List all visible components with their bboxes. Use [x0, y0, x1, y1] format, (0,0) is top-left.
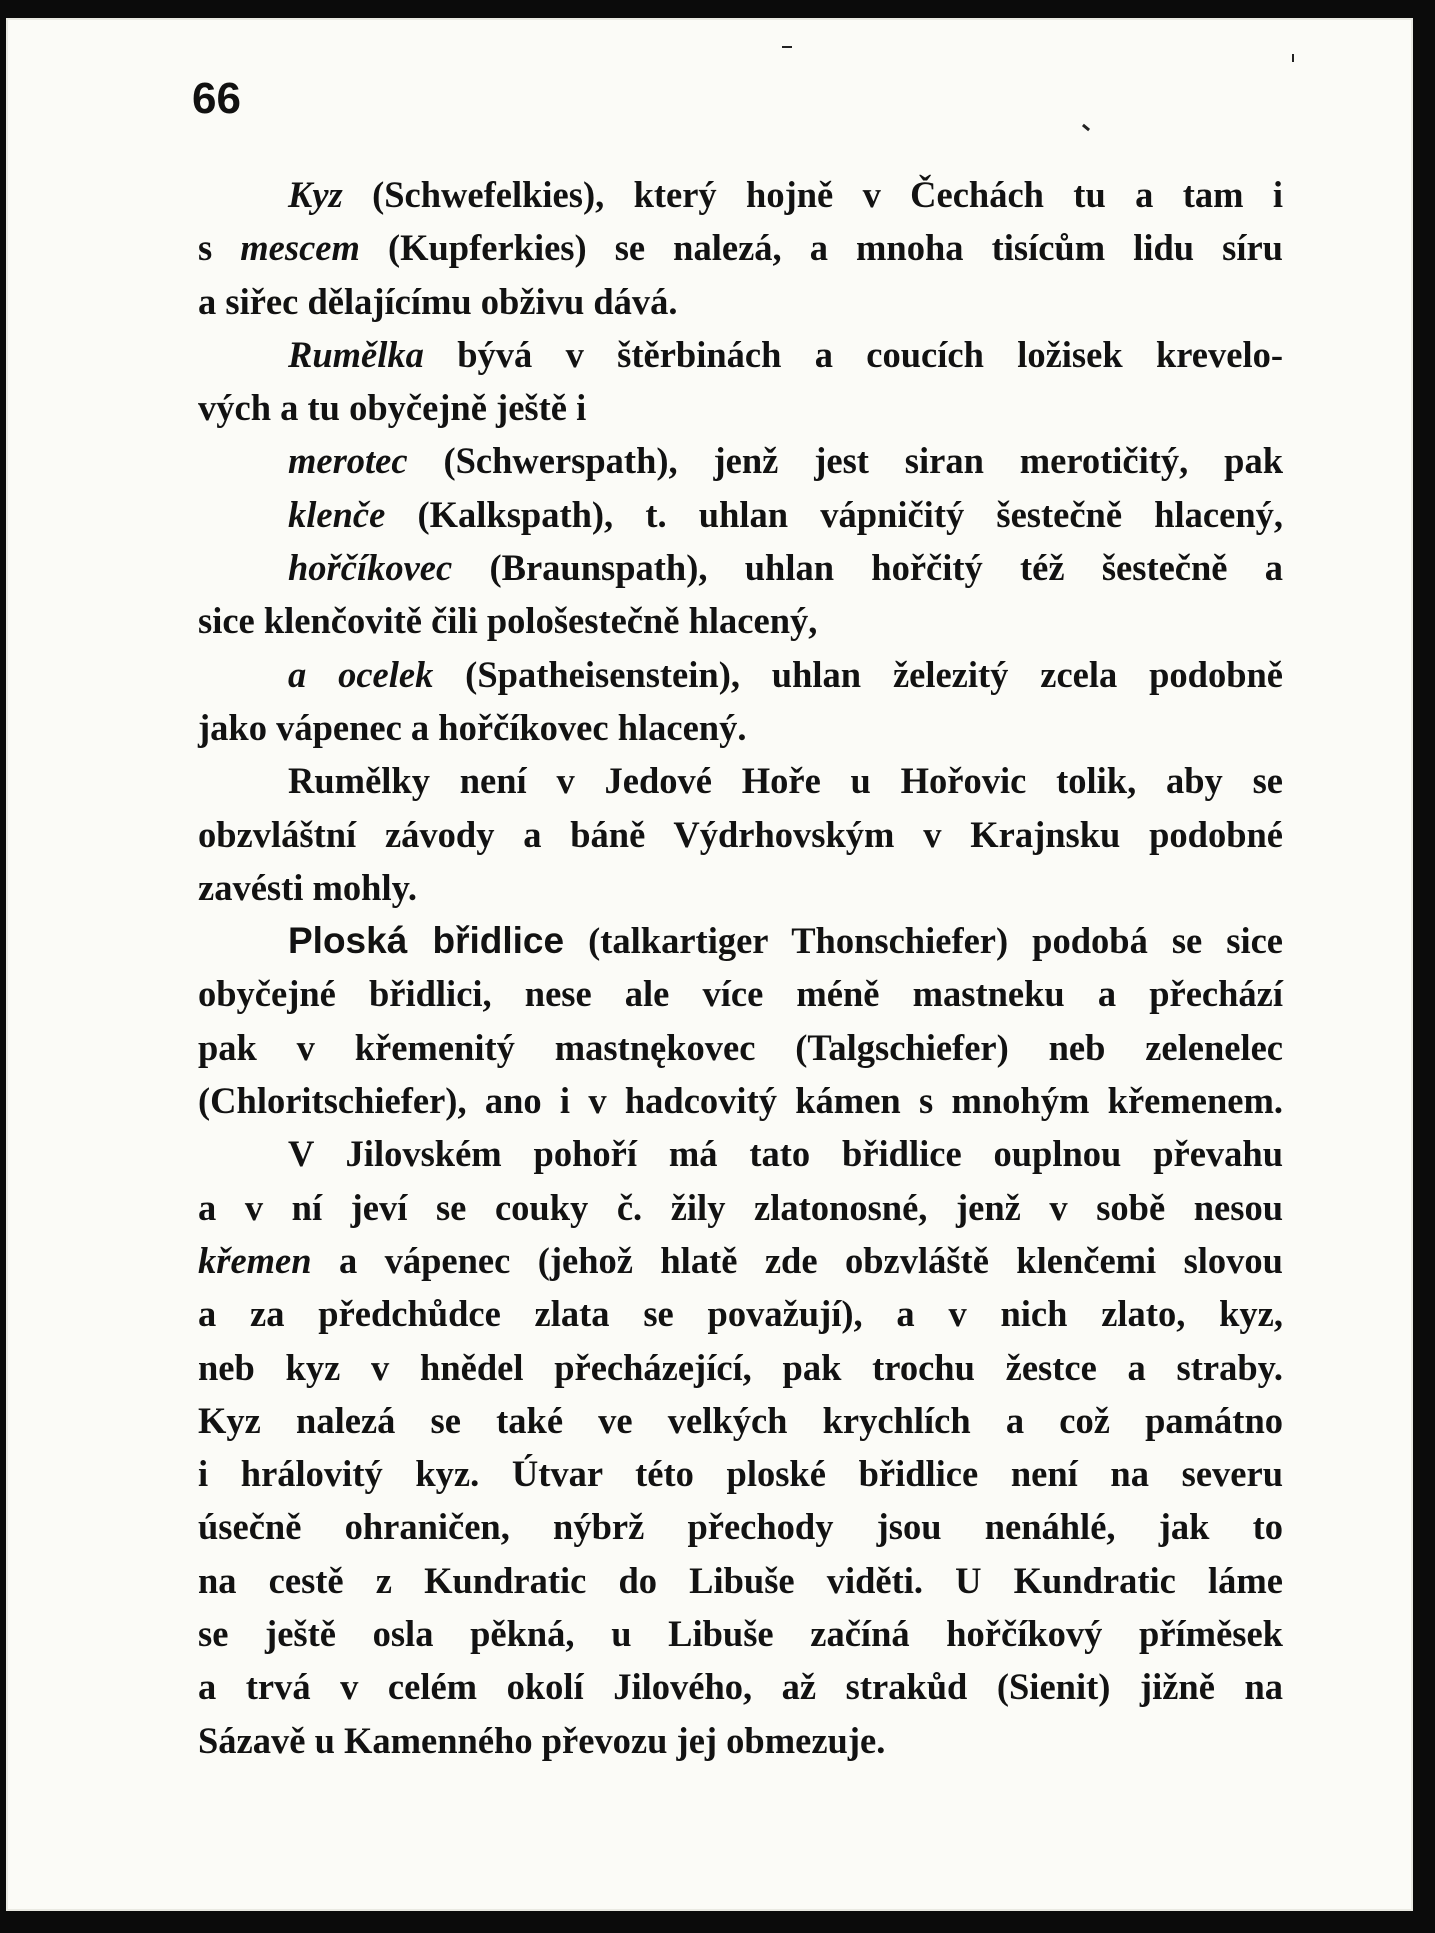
- text-segment: vých a tu obyčejně ještě i: [198, 387, 587, 429]
- text-line: [198, 1021, 1283, 1074]
- text-segment: a v ní jeví se couky č. žily zlatonosné, jenž v sobě nesou: [198, 1186, 1283, 1228]
- text-segment: (Chloritschiefer), ano i v hadcovitý kámen s mnohým křemenem.: [198, 1080, 1283, 1122]
- text-line: [198, 1074, 1283, 1127]
- text-line: [198, 594, 1283, 647]
- term-italic: a ocelek: [288, 653, 434, 695]
- text-segment: i hrálovitý kyz. Útvar této ploské břidlice není na severu: [198, 1453, 1283, 1495]
- text-segment: na cestě z Kundratic do Libuše viděti. U Kundratic láme: [198, 1559, 1283, 1601]
- section-heading: Ploská břidlice: [288, 920, 565, 962]
- text-line: [198, 488, 1283, 541]
- text-segment: V Jilovském pohoří má tato břidlice ouplnou převahu: [288, 1133, 1283, 1175]
- text-segment: obzvláštní závody a báně Výdrhovským v Krajnsku podobné: [198, 813, 1283, 855]
- text-line: [198, 1234, 1283, 1287]
- term-italic: křemen: [198, 1239, 312, 1281]
- text-segment: pak v křemenitý mastnękovec (Talgschiefer) neb zelenelec: [198, 1026, 1283, 1068]
- text-segment: se ještě osla pěkná, u Libuše začíná hořčíkový příměsek: [198, 1613, 1283, 1655]
- term-italic: Kyz: [288, 174, 343, 215]
- text-segment: zavésti mohly.: [198, 866, 417, 908]
- term-italic: klenče: [288, 493, 386, 535]
- text-segment: jako vápenec a hořčíkovec hlacený.: [198, 706, 747, 748]
- text-segment: neb kyz v hnědel přecházející, pak trochu žestce a straby.: [198, 1346, 1283, 1388]
- text-line: [198, 861, 1283, 914]
- text-line: [198, 1181, 1283, 1234]
- text-segment: sice klenčovitě čili pološestečně hlacený,: [198, 600, 818, 642]
- term-italic: merotec: [288, 440, 408, 482]
- body-text: [198, 168, 1283, 1767]
- text-line: [198, 434, 1283, 487]
- text-line: [198, 381, 1283, 434]
- text-segment: bývá v štěrbinách a coucích ložisek krevelo-: [423, 333, 1283, 375]
- text-line: [198, 808, 1283, 861]
- page-number: 66: [192, 74, 241, 123]
- text-line: [198, 328, 1283, 381]
- book-page: [6, 18, 1413, 1911]
- text-line: [198, 754, 1283, 807]
- text-line: [198, 701, 1283, 754]
- text-segment: (Schwefelkies), který hojně v Čechách tu a tam i: [342, 174, 1283, 215]
- text-line: [198, 914, 1283, 967]
- text-segment: a siřec dělajícímu obživu dává.: [198, 280, 678, 322]
- text-segment: (Kupferkies) se nalezá, a mnoha tisícům lidu síru: [359, 227, 1283, 269]
- scan-speck: [782, 46, 792, 48]
- text-line: [198, 1554, 1283, 1607]
- text-segment: Kyz nalezá se také ve velkých krychlích a což památno: [198, 1399, 1283, 1441]
- term-italic: hořčíkovec: [288, 547, 453, 589]
- text-line: [198, 1287, 1283, 1340]
- text-segment: (Braunspath), uhlan hořčitý též šestečně a: [452, 547, 1283, 589]
- text-line: [198, 648, 1283, 701]
- text-segment: obyčejné břidlici, nese ale více méně mastneku a přechází: [198, 973, 1283, 1015]
- text-line: [198, 1660, 1283, 1713]
- text-line: [198, 1394, 1283, 1447]
- text-segment: (Kalkspath), t. uhlan vápničitý šestečně hlacený,: [385, 493, 1283, 535]
- text-segment: (Schwerspath), jenž jest siran merotičitý, pak: [407, 440, 1283, 482]
- text-line: [198, 168, 1283, 221]
- text-line: [198, 1127, 1283, 1180]
- text-segment: Sázavě u Kamenného převozu jej obmezuje.: [198, 1719, 886, 1761]
- text-segment: s: [198, 227, 241, 269]
- text-line: [198, 1341, 1283, 1394]
- text-segment: a za předchůdce zlata se považují), a v nich zlato, kyz,: [198, 1293, 1283, 1335]
- scan-speck: [1082, 124, 1090, 131]
- text-segment: a trvá v celém okolí Jilového, až strakůd (Sienit) jižně na: [198, 1666, 1283, 1708]
- text-line: [198, 1447, 1283, 1500]
- text-segment: (Spatheisenstein), uhlan železitý zcela podobně: [433, 653, 1284, 695]
- text-line: [198, 1607, 1283, 1660]
- text-segment: Rumělky není v Jedové Hoře u Hořovic tolik, aby se: [288, 760, 1283, 802]
- text-line: [198, 541, 1283, 594]
- text-segment: úsečně ohraničen, nýbrž přechody jsou nenáhlé, jak to: [198, 1506, 1283, 1548]
- text-segment: a vápenec (jehož hlatě zde obzvláště klenčemi slovou: [311, 1239, 1283, 1281]
- text-line: [198, 275, 1283, 328]
- text-line: [198, 221, 1283, 274]
- text-line: [198, 1714, 1283, 1767]
- text-line: [198, 1500, 1283, 1553]
- scan-speck: [1292, 54, 1294, 62]
- text-line: [198, 967, 1283, 1020]
- term-italic: Rumělka: [288, 333, 424, 375]
- term-italic: mescem: [240, 227, 360, 269]
- text-segment: (talkartiger Thonschiefer) podobá se sice: [564, 920, 1284, 962]
